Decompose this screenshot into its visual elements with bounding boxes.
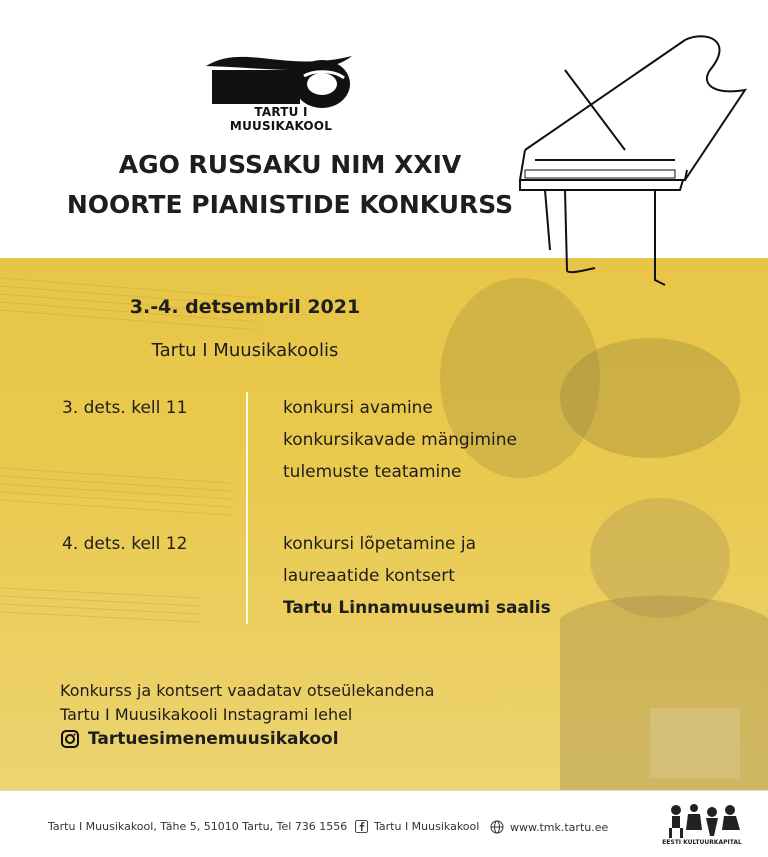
broadcast-info [60,679,434,751]
title-line-2: NOORTE PIANISTIDE KONKURSS [66,190,514,219]
website-label: www.tmk.tartu.ee [510,820,609,834]
schedule-desc-1 [283,392,517,488]
broadcast-line-2: Tartu I Muusikakooli Instagrami lehel [60,705,353,724]
schedule-desc-2 [283,528,551,624]
piano-icon [505,30,755,290]
schedule-1-line-2: konkursikavade mängimine [283,430,517,450]
footer-facebook[interactable] [355,820,479,833]
schedule-2-venue: Tartu Linnamuuseumi saalis [283,598,551,618]
sponsor-text: EESTI KULTUURKAPITAL [662,839,742,846]
broadcast-line-1: Konkurss ja kontsert vaadatav otseülekandena [60,681,435,700]
instagram-link[interactable] [60,727,434,751]
schedule-1-line-1: konkursi avamine [283,398,433,418]
page-title [30,145,550,225]
footer-website[interactable] [490,820,608,834]
event-date: 3.-4. detsembril 2021 [129,296,361,318]
schedule-divider [246,392,248,624]
facebook-icon [355,820,368,833]
footer-address: Tartu I Muusikakool, Tähe 5, 51010 Tartu, Tel 736 1556 [48,820,348,833]
instagram-handle: Tartuesimenemuusikakool [88,729,339,749]
schedule-time-1: 3. dets. kell 11 [62,398,188,418]
schedule-2-line-1: konkursi lõpetamine ja [283,534,477,554]
schedule-time-2: 4. dets. kell 12 [62,534,188,554]
instagram-icon [60,729,80,749]
event-venue: Tartu I Muusikakoolis [151,340,339,361]
facebook-label: Tartu I Muusikakool [374,820,480,833]
globe-icon [490,820,504,834]
schedule-1-line-3: tulemuste teatamine [283,462,462,482]
logo-text: TARTU I MUUSIKAKOOL [229,105,333,133]
schedule-2-line-2: laureaatide kontsert [283,566,455,586]
title-line-1: AGO RUSSAKU NIM XXIV [118,150,462,179]
